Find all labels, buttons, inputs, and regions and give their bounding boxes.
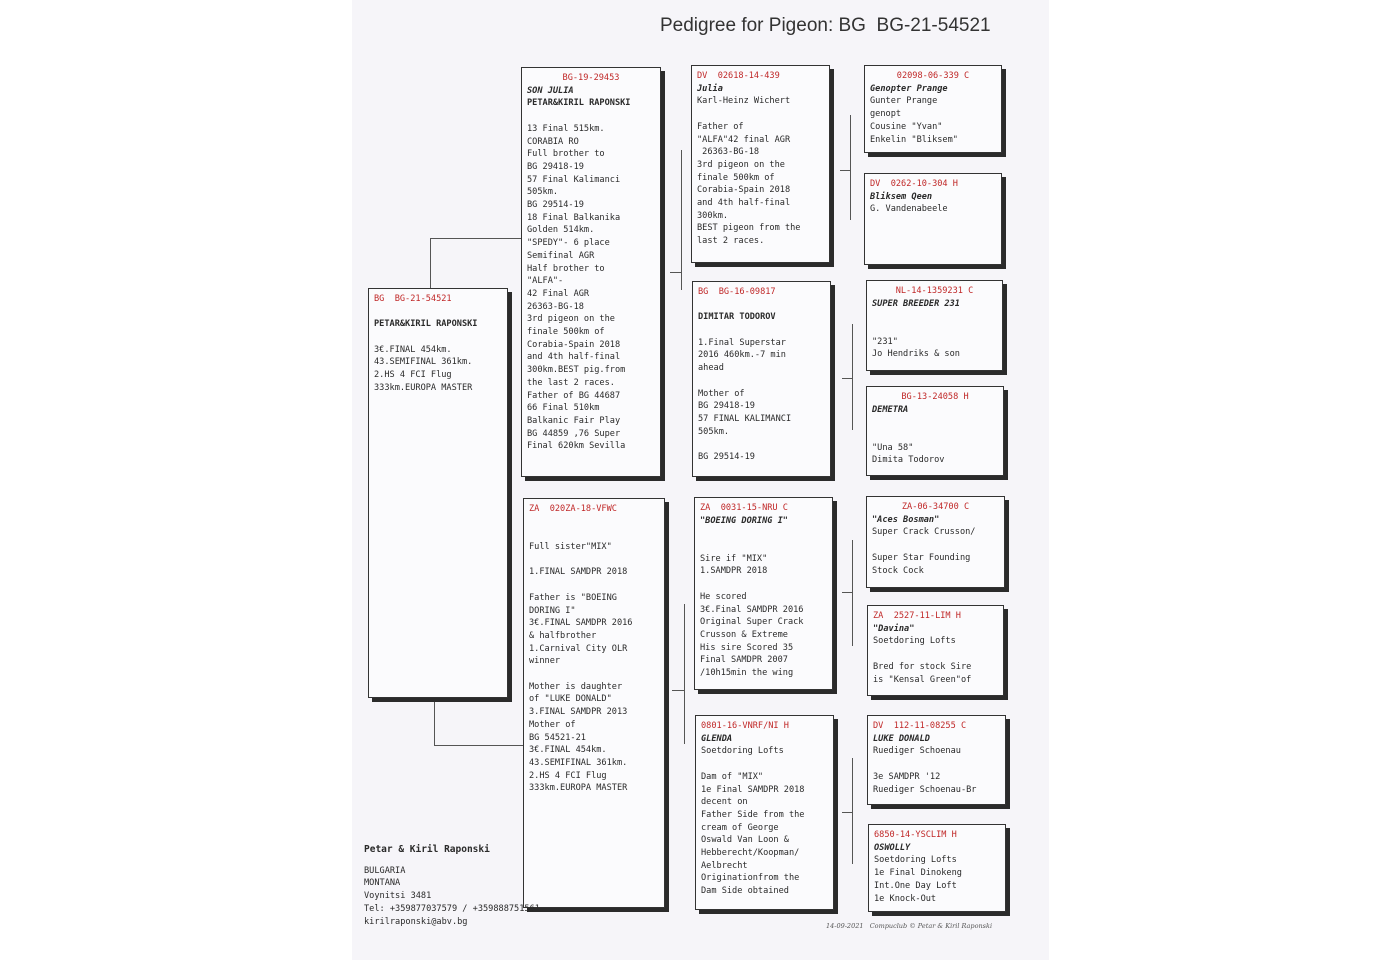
- box-text-line: His sire Scored 35: [700, 642, 794, 653]
- box-text-line: 18 Final Balkanika: [527, 212, 621, 223]
- box-text-line: Father of: [697, 121, 744, 132]
- box-text-line: "BOEING DORING I": [700, 515, 788, 526]
- box-text-line: 3€.FINAL 454km.: [374, 344, 452, 355]
- box-text-line: [872, 416, 998, 429]
- box-text-line: Golden 514km.: [527, 225, 595, 236]
- box-text-line: "SPEDY"- 6 place: [527, 238, 610, 249]
- box-text-line: [529, 516, 659, 529]
- box-text-line: Stock Cock: [872, 565, 924, 576]
- connector-line: [684, 604, 685, 744]
- box-text-line: Int.One Day Loft: [874, 880, 957, 891]
- box-text-line: 26363-BG-18: [697, 147, 760, 158]
- box-text-line: [698, 299, 825, 312]
- box-text-line: is "Kensal Green"of: [873, 674, 972, 685]
- box-text-line: "ALFA"-: [527, 276, 564, 287]
- box-text-line: decent on: [701, 797, 748, 808]
- box-text-line: Semifinal AGR: [527, 250, 595, 261]
- box-text-line: PETAR&KIRIL RAPONSKI: [527, 98, 631, 109]
- box-text-line: 3rd pigeon on the: [527, 314, 615, 325]
- box-text-line: Hebberecht/Koopman/: [701, 848, 800, 859]
- box-text-line: "Aces Bosman": [872, 514, 940, 525]
- dam-sire-box: [694, 497, 833, 690]
- sire-box: [521, 67, 661, 477]
- box-text-line: and 4th half-final: [527, 352, 621, 363]
- box-text-line: [700, 540, 827, 553]
- sire-dam-sire-box: [866, 280, 1003, 371]
- box-text-line: Bliksem Qeen: [870, 191, 933, 202]
- owner-address-line: Voynitsi 3481: [364, 891, 432, 902]
- box-text-line: [698, 438, 825, 451]
- box-text-line: Karl-Heinz Wichert: [697, 96, 791, 107]
- box-text-line: BG 54521-21: [529, 732, 586, 743]
- box-text-line: G. Vandenabeele: [870, 204, 948, 215]
- box-text-line: 333km.EUROPA MASTER: [529, 783, 628, 794]
- dam-sire-sire-box: [866, 496, 1005, 588]
- sire-dam-dam-box: [866, 386, 1004, 476]
- box-text-line: BG 29514-19: [698, 452, 755, 463]
- box-text-line: Dam of "MIX": [701, 771, 764, 782]
- connector-line: [852, 758, 853, 864]
- ring-number: DV 0262-10-304 H: [870, 179, 958, 189]
- box-text-line: 300km.BEST pig.from: [527, 365, 626, 376]
- box-text-line: [698, 324, 825, 337]
- box-text-line: Aelbrecht: [701, 860, 748, 871]
- box-text-line: [529, 528, 659, 541]
- box-text-line: Mother of: [698, 388, 745, 399]
- ring-number: NL-14-1359231 C: [895, 286, 974, 296]
- box-text-line: 300km.: [697, 210, 729, 221]
- connector-line: [670, 272, 681, 273]
- box-text-line: [529, 554, 659, 567]
- box-text-line: He scored: [700, 591, 747, 602]
- box-text-line: winner: [529, 656, 561, 667]
- ring-number: BG-13-24058 H: [901, 392, 969, 402]
- ring-number: BG BG-16-09817: [698, 287, 776, 297]
- box-text-line: [872, 429, 998, 442]
- box-text-line: Mother is daughter: [529, 681, 623, 692]
- box-text-line: Father of BG 44687: [527, 390, 621, 401]
- box-text-line: 3e SAMDPR '12: [873, 771, 941, 782]
- box-text-line: 66 Final 510km: [527, 403, 600, 414]
- box-text-line: Soetdoring Lofts: [873, 636, 956, 647]
- box-text-line: [701, 758, 828, 771]
- box-text-line: 505km.: [698, 426, 730, 437]
- box-text-line: BG 29514-19: [527, 200, 584, 211]
- box-text-line: Super Crack Crusson/: [872, 527, 976, 538]
- box-text-line: 1.Final Superstar: [698, 337, 786, 348]
- box-text-line: [872, 323, 997, 336]
- owner-info: [364, 844, 540, 928]
- box-text-line: & halfbrother: [529, 630, 597, 641]
- connector-line: [852, 324, 853, 430]
- owner-name: Petar & Kiril Raponski: [364, 844, 490, 855]
- box-text-line: of "LUKE DONALD": [529, 694, 612, 705]
- box-text-line: 13 Final 515km.: [527, 123, 605, 134]
- box-text-line: 1.FINAL SAMDPR 2018: [529, 567, 628, 578]
- ring-number: DV 02618-14-439: [697, 71, 780, 81]
- box-text-line: last 2 races.: [697, 236, 765, 247]
- footer-credit: Compuclub © Petar & Kiril Raponski: [869, 922, 993, 930]
- connector-line: [430, 238, 522, 239]
- box-text-line: 1e Final SAMDPR 2018: [701, 784, 805, 795]
- box-text-line: Genopter Prange: [870, 83, 948, 94]
- box-text-line: Ruediger Schoenau-Br: [873, 784, 977, 795]
- box-text-line: LUKE DONALD: [873, 733, 930, 744]
- box-text-line: DORING I": [529, 605, 576, 616]
- box-text-line: [698, 375, 825, 388]
- box-text-line: Full brother to: [527, 149, 605, 160]
- box-text-line: Super Star Founding: [872, 552, 971, 563]
- box-text-line: and 4th half-final: [697, 198, 791, 209]
- box-text-line: 3€.FINAL 454km.: [529, 745, 607, 756]
- box-text-line: the last 2 races.: [527, 377, 615, 388]
- box-text-line: [873, 758, 1000, 771]
- box-text-line: Enkelin "Bliksem": [870, 134, 958, 145]
- owner-address-line: BULGARIA: [364, 865, 406, 876]
- box-text-line: "231": [872, 336, 898, 347]
- box-text-line: [700, 578, 827, 591]
- box-text-line: DIMITAR TODOROV: [698, 312, 776, 323]
- ring-number: ZA-06-34700 C: [901, 502, 970, 512]
- owner-email: kirilraponski@abv.bg: [364, 916, 468, 927]
- ring-number: 6850-14-YSCLIM H: [874, 830, 957, 840]
- box-text-line: Original Super Crack: [700, 617, 804, 628]
- box-text-line: ahead: [698, 363, 724, 374]
- box-text-line: Sire if "MIX": [700, 553, 768, 564]
- connector-line: [840, 170, 850, 171]
- box-text-line: [872, 539, 999, 552]
- ring-number: BG BG-21-54521: [374, 294, 452, 304]
- box-text-line: 2.HS 4 FCI Flug: [529, 770, 607, 781]
- box-text-line: 1.Carnival City OLR: [529, 643, 628, 654]
- box-text-line: 42 Final AGR: [527, 288, 590, 299]
- box-text-line: 3€.Final SAMDPR 2016: [700, 604, 804, 615]
- box-text-line: BEST pigeon from the: [697, 223, 801, 234]
- print-date: 14-09-2021: [826, 922, 864, 930]
- box-text-line: Final 620km Sevilla: [527, 441, 626, 452]
- connector-line: [672, 690, 684, 691]
- ring-number: ZA 0031-15-NRU C: [700, 503, 788, 513]
- box-text-line: 1.SAMDPR 2018: [700, 566, 768, 577]
- box-text-line: "Una 58": [872, 442, 914, 453]
- sire-sire-box: [691, 65, 830, 263]
- box-text-line: Julia: [697, 83, 723, 94]
- ring-number: ZA 020ZA-18-VFWC: [529, 504, 617, 514]
- box-text-line: [697, 108, 824, 121]
- owner-address-line: MONTANA: [364, 878, 401, 889]
- dam-dam-dam-box: [868, 824, 1006, 912]
- box-text-line: SUPER BREEDER 231: [872, 298, 960, 309]
- box-text-line: 57 FINAL KALIMANCI: [698, 413, 792, 424]
- connector-line: [430, 238, 431, 288]
- connector-line: [850, 115, 851, 220]
- box-text-line: Full sister"MIX": [529, 542, 612, 553]
- box-text-line: Soetdoring Lofts: [701, 746, 784, 757]
- box-text-line: [529, 668, 659, 681]
- box-text-line: 3€.FINAL SAMDPR 2016: [529, 618, 633, 629]
- connector-line: [842, 592, 852, 593]
- box-text-line: finale 500km of: [697, 172, 775, 183]
- box-text-line: Originationfrom the: [701, 873, 800, 884]
- box-text-line: 2.HS 4 FCI Flug: [374, 370, 452, 381]
- box-text-line: "ALFA"42 final AGR: [697, 134, 791, 145]
- box-text-line: Crusson & Extreme: [700, 629, 788, 640]
- subject-pigeon-box: [368, 288, 508, 698]
- connector-line: [681, 150, 682, 290]
- ring-number: ZA 2527-11-LIM H: [873, 611, 961, 621]
- box-text-line: Balkanic Fair Play: [527, 415, 621, 426]
- box-text-line: Dimita Todorov: [872, 455, 945, 466]
- connector-line: [842, 378, 852, 379]
- box-text-line: 26363-BG-18: [527, 301, 584, 312]
- box-text-line: Mother of: [529, 719, 576, 730]
- box-text-line: Corabia-Spain 2018: [697, 185, 791, 196]
- box-text-line: [873, 648, 998, 661]
- owner-phone: Tel: +359877037579 / +359888751561: [364, 903, 540, 914]
- connector-line: [434, 745, 524, 746]
- sire-sire-sire-box: [864, 65, 1002, 153]
- box-text-line: Half brother to: [527, 263, 605, 274]
- box-text-line: PETAR&KIRIL RAPONSKI: [374, 319, 478, 330]
- box-text-line: [529, 579, 659, 592]
- box-text-line: BG 29418-19: [527, 161, 584, 172]
- ring-number: 02098-06-339 C: [896, 71, 970, 81]
- box-text-line: 2016 460km.-7 min: [698, 350, 786, 361]
- connector-line: [842, 812, 852, 813]
- box-text-line: OSWOLLY: [874, 842, 911, 853]
- dam-box: [523, 498, 665, 908]
- box-text-line: 333km.EUROPA MASTER: [374, 382, 473, 393]
- box-text-line: Jo Hendriks & son: [872, 349, 960, 360]
- box-text-line: /10h15min the wing: [700, 668, 794, 679]
- box-text-line: Soetdoring Lofts: [874, 855, 957, 866]
- box-text-line: DEMETRA: [872, 404, 909, 415]
- ring-number: DV 112-11-08255 C: [873, 721, 967, 731]
- ring-number: BG-19-29453: [562, 73, 620, 83]
- box-text-line: 43.SEMIFINAL 361km.: [529, 757, 628, 768]
- page-title: Pedigree for Pigeon: BG BG-21-54521: [660, 15, 991, 36]
- box-text-line: Final SAMDPR 2007: [700, 655, 788, 666]
- box-text-line: Dam Side obtained: [701, 886, 789, 897]
- box-text-line: Cousine "Yvan": [870, 121, 943, 132]
- dam-dam-box: [695, 715, 834, 910]
- box-text-line: Oswald Van Loon &: [701, 835, 789, 846]
- box-text-line: Bred for stock Sire: [873, 661, 972, 672]
- ring-number: 0801-16-VNRF/NI H: [701, 721, 789, 731]
- box-text-line: 3rd pigeon on the: [697, 159, 785, 170]
- box-text-line: Ruediger Schoenau: [873, 746, 961, 757]
- box-text-line: 505km.: [527, 187, 559, 198]
- box-text-line: cream of George: [701, 822, 779, 833]
- box-text-line: [872, 310, 997, 323]
- box-text-line: 1e Final Dinokeng: [874, 868, 962, 879]
- sire-sire-dam-box: [864, 173, 1002, 265]
- sire-dam-box: [692, 281, 831, 477]
- box-text-line: [374, 331, 502, 344]
- connector-line: [434, 700, 435, 745]
- box-text-line: [700, 527, 827, 540]
- box-text-line: 3.FINAL SAMDPR 2013: [529, 707, 628, 718]
- box-text-line: finale 500km of: [527, 327, 605, 338]
- dam-sire-dam-box: [867, 605, 1004, 696]
- box-text-line: BG 44859 ,76 Super: [527, 428, 621, 439]
- box-text-line: BG 29418-19: [698, 401, 755, 412]
- box-text-line: Corabia-Spain 2018: [527, 339, 621, 350]
- box-text-line: 57 Final Kalimanci: [527, 174, 621, 185]
- box-text-line: [527, 110, 655, 123]
- box-text-line: "Davina": [873, 623, 915, 634]
- box-text-line: Father Side from the: [701, 809, 805, 820]
- box-text-line: CORABIA RO: [527, 136, 579, 147]
- box-text-line: Father is "BOEING: [529, 592, 617, 603]
- dam-dam-sire-box: [867, 715, 1006, 805]
- box-text-line: [374, 306, 502, 319]
- box-text-line: Gunter Prange: [870, 96, 938, 107]
- box-text-line: genopt: [870, 109, 902, 120]
- box-text-line: 43.SEMIFINAL 361km.: [374, 357, 473, 368]
- footer: [826, 922, 992, 930]
- box-text-line: GLENDA: [701, 733, 733, 744]
- box-text-line: 1e Knock-Out: [874, 893, 937, 904]
- box-text-line: SON JULIA: [527, 85, 574, 96]
- connector-line: [852, 540, 853, 646]
